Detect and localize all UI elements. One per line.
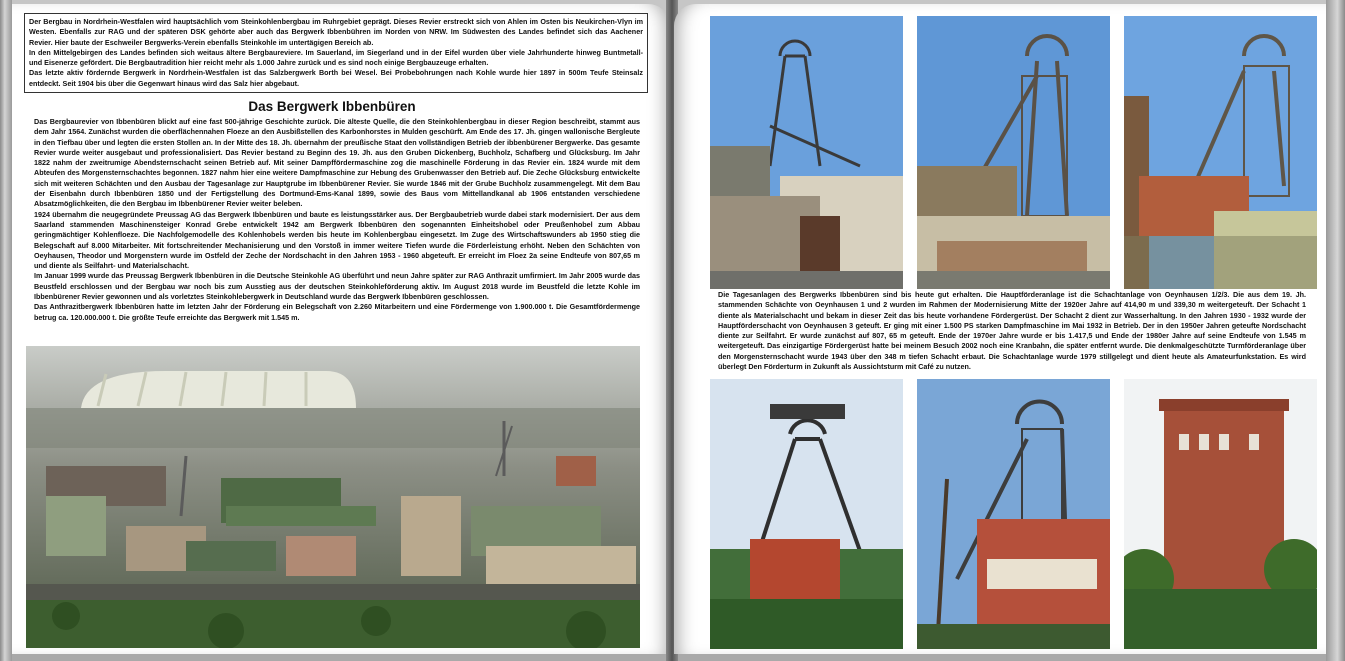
photo-headframe-oeynhausen-3 [917,16,1110,289]
photo-headframe-morgenstern-2 [917,379,1110,649]
page-title: Das Bergwerk Ibbenbüren [248,99,416,114]
aerial-photo-mine-site [26,346,640,648]
intro-paragraph: Das letzte aktiv fördernde Bergwerk in Nordrhein-Westfalen ist das Salzbergwerk Borth bei Wesel. Bei Probebohrungen nach Kohle wurde hier 1897 in 500m Teufe Steinsalz entdeckt. Seit 1904 bis über die Gegenwart hinaus wird das Salz hier abgebaut. [29,68,643,88]
intro-text-box [24,13,648,93]
body-paragraph: 1924 übernahm die neugegründete Preussag AG das Bergwerk Ibbenbüren und baute es leistungsstärker aus. Der Bergbaubetrieb wurde dabei stark modernisiert. Der aus dem Saarland stammenden Maschinensteiger Konrad Grebe entwickelt 1942 am Bergwerk Ibbenbüren den sogenannten Einheitshobel oder Preußenhobel zum Abbau geringmächtiger Kohlenfloeze. Die Nachfolgemodelle des Kohlenhobels werden bis heute im Kohlenbergbau eingesetzt. Im Zuge des Wirtschaftswunders ab 1950 stieg die Belegschaft auf 8.000 Mitarbeiter. Mit fortschreitender Mechanisierung und den Vorstoß in immer weitere Tiefen wurde die Förderleistung erhöht. Neben den Schächten von Oeyhausen, Theodor und Morgenstern wurde im Ostfeld der Zeche der Nordschacht in den Jahren 1953 - 1960 abgeteuft. Er erreicht im Floez 2a seine Endteufe von 807,65 m und diente als Seilfahrt- und Materialschacht. [34,209,640,271]
right-page [674,4,1326,654]
photo-headframe-nordschacht [1124,16,1317,289]
intro-paragraph: In den Mittelgebirgen des Landes befinden sich weitaus ältere Bergbaureviere. Im Sauerland, im Siegerland und in der Eifel wurden über viele Jahrhunderte hinweg Buntmetall- und Eisenerze gefördert. Die Bergbautradition hier reicht mehr als 1.000 Jahre zurück und es sind noch einige Bergbauzeuge erhalten. [29,47,643,68]
photo-malakow-tower-morgenstern [1124,379,1317,649]
right-page-caption: Die Tagesanlagen des Bergwerks Ibbenbüren sind bis heute gut erhalten. Die Hauptförderanlage ist die Schachtanlage von Oeynhausen 1/2/3. Die aus dem 19. Jh. stammenden Schächte von Oeynhausen 1 und 2 wurden im Rahmen der Modernisierung Mitte der 1920er Jahre auf 414,90 m und 339,30 m weitergeteuft. Der Schacht 1 diente als Materialschacht und bekam in dieser Zeit das bis heute vorhandene Fördergerüst. Der Schacht 2 dient zur Wasserhaltung. In den Jahren 1930 - 1932 wurde der Hauptförderschacht von Oeynhausen 3 geteuft. Er ging mit einer 1.500 PS starken Dampfmaschine im Mai 1932 in Betrieb. Der in den 1950er Jahren geteufte Nordschacht diente zur Seilfahrt. Er wurde zunächst auf 807, 65 m geteuft. Ende der 1970er Jahre wurde er bis 1.417,5 und Ende der 1980er Jahre auf seine Endteufe von 1.545 m weitergeteuft. Das einzigartige Fördergerüst hatte bei meinem Besuch 2002 noch eine Kranbahn, die später entfernt wurde. Die denkmalgeschützte Turmförderanlage über den Morgensternschacht wurde 1943 über den 348 m tiefen Schacht erbaut. Die Schachtanlage wurde 1979 stillgelegt und dient heute als Amateurfunkstation. Es wird überlegt Den Förderturm in Zukunft als Aussichtsturm mit Café zu nutzen. [718,290,1306,372]
intro-paragraph: Der Bergbau in Nordrhein-Westfalen wird hauptsächlich vom Steinkohlenbergbau im Ruhrgebiet geprägt. Dieses Revier erstreckt sich von Ahlen im Osten bis Neukirchen-Vlyn im Westen. Ebenfalls zur RAG und der späteren DSK gehörte aber auch das Bergwerk Ibbenbühren im Norden von NRW. Im Südwesten des Landes befindet sich das Aachener Revier. Hier baute der Eschweiler Bergwerks-Verein ebenfalls Steinkohle im untertägigen Bereich ab. [29,17,643,47]
book-edge-right [1326,0,1345,661]
body-paragraph: Das Anthrazitbergwerk Ibbenbüren hatte im letzten Jahr der Förderung ein Belegschaft von 2.260 Mitarbeitern und eine Fördermenge von 1.900.000 t. Die Gesamtfördermenge betrug ca. 120.000.000 t. Die größte Teufe erreichte das Bergwerk mit 1.545 m. [34,302,640,322]
photo-headframe-morgenstern-1 [710,379,903,649]
left-page [12,4,670,654]
body-paragraph: Das Bergbaurevier von Ibbenbüren blickt auf eine fast 500-jährige Geschichte zurück. Die älteste Quelle, die den Steinkohlenbergbau in dieser Region beschreibt, stammt aus dem Jahr 1564. Zunächst wurden die oberflächennahen Floeze an den Ausbißstellen des Karbonhorstes in Mulden geschürft. Am Ende des 17. Jh. gingen wallonische Bergleute in den Tiefbau über und legten die ersten Stollen an. In der Mitte des 18. Jh. übernahm der preußische Staat den vollständigen Betrieb der ibbenbürener Bergwerke. Das gesamte Revier wurde weiter ausgebaut und professionalisiert. Das Revier bestand zu Beginn des 19. Jh. aus den Gruben Dickenberg, Buchholz, Schafberg und Glücksburg. Im Jahr 1822 nahm der zweitrumige Abendsternschacht seinen Betrieb auf. Mit seiner Dampffördermaschine zog die maschinelle Förderung in das Revier ein. 1824 wurde mit dem Abteufen des Morgensternschachtes begonnen. 1827 nahm hier eine weitere Dampfmaschine zur Hebung des Grubenwasser den Betrieb auf. Die Zeche Glücksburg entwickelte sich mit weiteren Schächten und den Ausbau der Tagesanlage zur Hauptgrube im Ibbenbürener Revier. Sie wurde 1846 mit der Grube Buchholz zusammengelegt. Mit dem Bau der Eisenbahn durch Ibbenbüren 1850 und der Fertigstellung des Dortmund-Ems-Kanal 1899, sowie des Baus vom Mittellandkanal ab 1906 entstanden verschiedene Absatzmöglichkeiten, die den Bergbau im Ibbenbürener Revier weiter beleben. [34,117,640,209]
book-edge-left [0,0,12,661]
body-paragraph: Im Januar 1999 wurde das Preussag Bergwerk Ibbenbüren in die Deutsche Steinkohle AG überführt und neun Jahre später zur RAG Anthrazit umfirmiert. Im Jahr 2005 wurde das Beustfeld erschlossen und der Bergbau war noch bis zum Ausstieg aus der deutschen Steinkohleförderung aktiv. Im August 2018 wurde im Beustfeld die letzte Kohle im Ibbenbürener Revier gewonnen und als vorletztes Steinkohlebergwerk in Deutschland wurde das Bergwerk Ibbenbüren geschlossen. [34,271,640,302]
main-article-text [34,117,640,323]
photo-headframe-oeynhausen-1 [710,16,903,289]
